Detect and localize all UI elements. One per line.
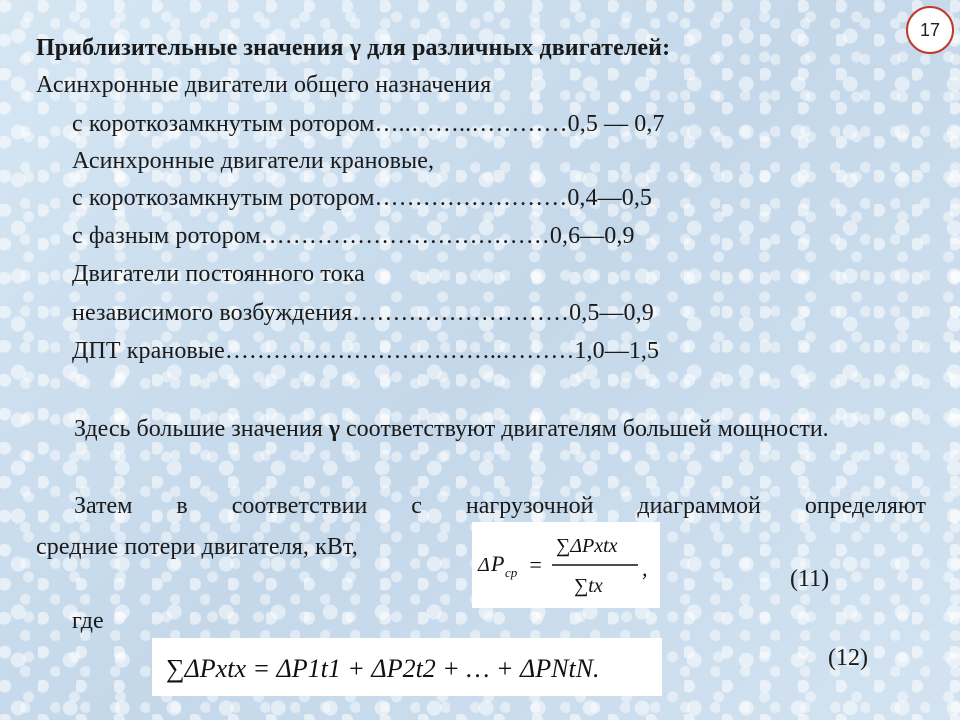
- slide-title: [36, 33, 670, 63]
- slide-number-badge: 17: [906, 6, 954, 54]
- formula-12-text: ∑ΔPxtx = ΔP1t1 + ΔP2t2 + … + ΔPNtN.: [166, 654, 600, 683]
- list-item-dc-motors: Двигатели постоянного тока: [72, 261, 365, 287]
- list-item-separate-excitation: независимого возбуждения………………………0,5—0,9: [72, 300, 654, 326]
- equation-number-11: (11): [790, 566, 830, 592]
- formula-11: [472, 522, 660, 608]
- note-prefix: Здесь большие значения: [74, 416, 323, 442]
- formula-11-graphic: [472, 522, 660, 608]
- note-suffix: соответствуют двигателям большей мощности.: [345, 416, 829, 442]
- where-label: где: [72, 608, 104, 634]
- gamma-symbol: γ: [349, 35, 362, 61]
- formula-12-graphic: [152, 638, 662, 696]
- list-item-wound-rotor: с фазным ротором………………………………0,6—0,9: [72, 223, 635, 249]
- paragraph2-line2: средние потери двигателя, кВт,: [36, 534, 358, 560]
- formula-11-equals: =: [528, 552, 543, 577]
- equation-number-12: (12): [828, 645, 868, 671]
- formula-11-comma: ,: [642, 556, 648, 581]
- list-item-dc-crane: ДПТ крановые……………………………..………1,0—1,5: [72, 338, 660, 364]
- formula-11-sub: ср: [505, 565, 518, 580]
- title-suffix: для различных двигателей:: [367, 35, 671, 61]
- paragraph2-line1: Затем в соответствии с нагрузочной диаграммой определяют: [74, 493, 926, 519]
- note-gamma-symbol: γ: [328, 416, 340, 442]
- list-item-async-general: Асинхронные двигатели общего назначения: [36, 72, 492, 98]
- list-item-squirrel-cage: с короткозамкнутым ротором…..……..…………0,5 — 0,7: [72, 111, 665, 137]
- list-item-async-crane: Асинхронные двигатели крановые,: [72, 148, 435, 174]
- title-prefix: Приблизительные значения: [36, 35, 344, 61]
- list-item-crane-squirrel-cage: с короткозамкнутым ротором……………………0,4—0,5: [72, 185, 653, 211]
- formula-11-denominator: ∑tx: [574, 575, 603, 597]
- formula-11-p: P: [491, 551, 505, 576]
- formula-11-delta: Δ: [478, 554, 490, 576]
- note-paragraph: [36, 410, 926, 448]
- formula-12: [152, 638, 662, 696]
- formula-11-numerator: ∑ΔPxtx: [556, 535, 618, 557]
